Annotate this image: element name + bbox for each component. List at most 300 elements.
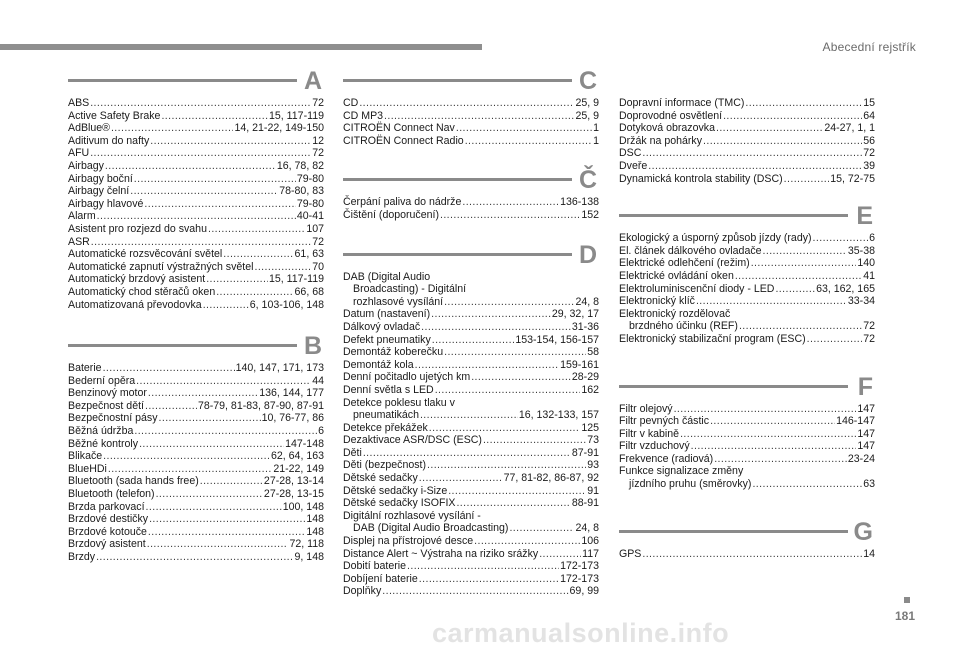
entry-pages: 15	[863, 97, 875, 109]
section-letter: C	[578, 67, 597, 95]
index-entry	[343, 459, 599, 472]
dot-leader	[147, 538, 289, 551]
entry-term: Dětské sedačky	[343, 472, 418, 485]
entry-term: Aditivum do nafty	[68, 134, 150, 147]
entry-term: Alarm	[68, 210, 96, 223]
entry-pages: 56	[863, 134, 875, 147]
index-entry	[68, 551, 324, 564]
entry-term: Distance Alert ~ Výstraha na riziko srážky	[343, 547, 539, 560]
watermark: carmanualsonline.info	[432, 618, 730, 648]
index-entry	[619, 245, 875, 258]
dot-leader	[156, 488, 263, 501]
index-section	[619, 97, 875, 185]
entry-pages: 35-38	[847, 244, 875, 257]
entry-term: Dotyková obrazovka	[619, 122, 715, 135]
entry-pages: 117	[582, 547, 599, 560]
index-entry	[343, 321, 599, 334]
entry-pages: 25, 9	[575, 109, 599, 122]
entry-pages: 79-80	[296, 197, 324, 210]
entry-pages: 72	[312, 235, 324, 248]
entry-pages: 21-22, 149	[273, 462, 324, 475]
index-section	[343, 163, 599, 221]
entry-term: Active Safety Brake	[68, 109, 161, 122]
dot-leader	[421, 321, 571, 334]
entry-term: Detekce překážek	[343, 421, 428, 434]
dot-leader	[456, 122, 592, 135]
index-entry	[68, 400, 324, 413]
entry-pages: 24, 8	[575, 522, 599, 535]
entry-pages: 88-91	[571, 497, 599, 510]
section-letter: F	[857, 372, 873, 401]
entry-term: Bezpečnostní pásy	[68, 412, 158, 425]
dot-leader	[407, 560, 559, 573]
index-entry	[619, 135, 875, 148]
entry-pages: 79-80	[296, 172, 324, 185]
index-entry	[68, 375, 324, 388]
dot-leader	[735, 270, 862, 283]
entry-term: Brzdové destičky	[68, 513, 149, 526]
index-section	[619, 370, 875, 491]
index-entry	[68, 362, 324, 375]
index-entry	[619, 270, 875, 283]
entry-term: Airbagy hlavové	[68, 197, 144, 210]
dot-leader	[509, 522, 574, 535]
dot-leader	[714, 453, 847, 466]
index-entry	[68, 122, 324, 135]
dot-leader	[105, 160, 276, 173]
section-letter: G	[853, 517, 873, 546]
index-entry	[343, 135, 599, 148]
dot-leader	[448, 485, 586, 498]
dot-leader	[146, 501, 282, 514]
dot-leader	[751, 257, 857, 270]
entry-term: ABS	[68, 97, 90, 109]
dot-leader	[813, 232, 869, 245]
entry-pages: 136-138	[560, 196, 599, 209]
entry-term: Dveře	[619, 159, 648, 172]
index-entry	[343, 573, 599, 586]
dot-leader	[254, 261, 311, 274]
index-entry	[619, 308, 875, 321]
entry-pages: 72	[312, 97, 324, 109]
dot-leader	[206, 273, 268, 286]
entry-term: Detekce poklesu tlaku v	[343, 396, 455, 409]
entry-term: Doprovodné osvětlení	[619, 109, 723, 122]
index-entry	[619, 173, 875, 186]
dot-leader	[691, 440, 857, 453]
dot-leader	[134, 173, 296, 186]
dot-leader	[471, 371, 571, 384]
entry-pages: 6, 103-106, 148	[249, 298, 324, 311]
dot-leader	[462, 196, 559, 209]
index-entry	[343, 548, 599, 561]
index-entry	[619, 320, 875, 333]
section-letter: D	[578, 240, 597, 269]
dot-leader	[444, 296, 574, 309]
entry-pages: 64	[863, 109, 875, 122]
index-entry	[619, 257, 875, 270]
entry-term: CD MP3	[343, 109, 384, 122]
index-entry	[343, 371, 599, 384]
index-entry	[68, 110, 324, 123]
entry-pages: 44	[312, 374, 324, 387]
entry-term: jízdního pruhu (směrovky)	[629, 478, 752, 491]
entry-term: CITROËN Connect Nav	[343, 122, 455, 135]
dot-leader	[96, 551, 293, 564]
dot-leader	[703, 135, 862, 148]
index-entry	[343, 409, 599, 422]
dot-leader	[103, 362, 235, 375]
entry-term: Filtr olejový	[619, 402, 673, 415]
entry-pages: 147	[857, 427, 875, 440]
index-entry	[343, 346, 599, 359]
index-entry	[343, 422, 599, 435]
entry-term: Brzdy	[68, 551, 96, 563]
dot-leader	[148, 526, 305, 539]
entry-pages: 140	[857, 257, 875, 270]
section-letter: Č	[578, 166, 597, 195]
entry-pages: 147	[857, 440, 875, 453]
dot-leader	[642, 147, 862, 160]
index-entry	[343, 522, 599, 535]
index-entry	[343, 97, 599, 110]
entry-pages: 147	[857, 402, 875, 415]
index-entry	[343, 434, 599, 447]
entry-term: Držák na pohárky	[619, 134, 703, 147]
page-header-title: Abecední rejstřík	[822, 40, 916, 54]
entry-pages: 93	[587, 459, 599, 472]
index-entry	[68, 198, 324, 211]
dot-leader	[465, 135, 592, 148]
entry-term: Demontáž koberečku	[343, 346, 444, 359]
dot-leader	[435, 384, 581, 397]
index-entry	[68, 412, 324, 425]
index-entry	[68, 160, 324, 173]
section-header	[343, 64, 599, 94]
entry-term: Bluetooth (telefon)	[68, 488, 155, 501]
dot-leader	[419, 573, 559, 586]
dot-leader	[159, 412, 261, 425]
index-entry	[619, 160, 875, 173]
index-entry	[619, 478, 875, 491]
entry-pages: 148	[306, 525, 324, 538]
index-entry	[343, 334, 599, 347]
entry-term: Denní světla s LED	[343, 383, 434, 396]
entry-term: Brzdové kotouče	[68, 525, 147, 538]
dot-leader	[134, 425, 317, 438]
entry-pages: 1	[593, 134, 599, 147]
dot-leader	[208, 223, 305, 236]
entry-pages: 14	[863, 547, 875, 560]
index-entry	[343, 283, 599, 296]
entry-pages: 39	[863, 159, 875, 172]
dot-leader	[429, 422, 581, 435]
entry-pages: 66, 68	[294, 285, 324, 298]
dot-leader	[763, 245, 847, 258]
index-entry	[343, 447, 599, 460]
section-rule	[619, 385, 848, 388]
dot-leader	[200, 475, 263, 488]
entry-term: Automatické zapnutí výstražných světel	[68, 260, 254, 273]
index-section	[343, 238, 599, 598]
entry-pages: 140, 147, 171, 173	[235, 362, 324, 375]
entry-term: CD	[343, 97, 359, 109]
index-entry	[68, 299, 324, 312]
entry-pages: 72	[863, 147, 875, 160]
dot-leader	[148, 387, 258, 400]
entry-term: Dětské sedačky ISOFIX	[343, 497, 456, 510]
index-entry	[68, 210, 324, 223]
dot-leader	[161, 110, 268, 123]
index-entry	[343, 296, 599, 309]
entry-pages: 69, 99	[569, 585, 599, 598]
index-entry	[68, 173, 324, 186]
dot-leader	[710, 415, 835, 428]
dot-leader	[784, 173, 830, 186]
section-rule	[619, 214, 848, 217]
entry-term: Dezaktivace ASR/DSC (ESC)	[343, 434, 482, 447]
entry-term: Filtr vzduchový	[619, 440, 690, 453]
entry-pages: 100, 148	[282, 500, 324, 513]
entry-term: Děti	[343, 446, 362, 459]
index-entry	[619, 232, 875, 245]
index-entry	[343, 308, 599, 321]
entry-pages: 107	[306, 222, 324, 235]
entry-pages: 24, 8	[575, 295, 599, 308]
dot-leader	[745, 97, 862, 110]
dot-leader	[648, 160, 862, 173]
index-section	[343, 64, 599, 147]
entry-term: Bezpečnost dětí	[68, 399, 144, 412]
index-entry	[619, 110, 875, 123]
dot-leader	[474, 535, 580, 548]
entry-pages: 23-24	[847, 452, 875, 465]
entry-term: DSC	[619, 147, 642, 160]
dot-leader	[427, 459, 586, 472]
entry-pages: 29, 32, 17	[551, 308, 599, 321]
dot-leader	[90, 147, 311, 160]
index-entry	[343, 585, 599, 598]
entry-pages: 125	[581, 421, 599, 434]
entry-pages: 77, 81-82, 86-87, 92	[503, 472, 599, 485]
index-entry	[343, 497, 599, 510]
index-entry	[343, 472, 599, 485]
index-entry	[68, 501, 324, 514]
entry-term: Digitální rozhlasové vysílání -	[343, 509, 481, 522]
entry-term: Funkce signalizace změny	[619, 465, 744, 478]
dot-leader	[130, 185, 278, 198]
entry-pages: 147-148	[285, 437, 324, 450]
entry-term: Datum (nastavení)	[343, 308, 431, 321]
entry-pages: 61, 63	[294, 248, 324, 261]
page-marker	[904, 597, 910, 603]
index-column-1	[68, 64, 324, 578]
entry-pages: 27-28, 13-14	[263, 475, 324, 488]
entry-term: Airbagy boční	[68, 172, 133, 185]
dot-leader	[91, 236, 311, 249]
dot-leader	[431, 308, 551, 321]
dot-leader	[415, 359, 559, 372]
index-entry	[68, 261, 324, 274]
dot-leader	[149, 513, 305, 526]
entry-pages: 63	[863, 478, 875, 491]
entry-pages: 72	[312, 147, 324, 160]
index-entry	[619, 428, 875, 441]
index-entry	[68, 526, 324, 539]
entry-pages: 91	[587, 484, 599, 497]
index-entry	[343, 535, 599, 548]
index-entry	[68, 286, 324, 299]
index-entry	[619, 147, 875, 160]
entry-pages: 15, 117-119	[269, 273, 324, 286]
dot-leader	[456, 497, 570, 510]
entry-pages: 27-28, 13-15	[263, 488, 324, 501]
dot-leader	[420, 409, 518, 422]
entry-term: AdBlue®	[68, 122, 110, 135]
entry-term: CITROËN Connect Radio	[343, 134, 464, 147]
index-section	[68, 329, 324, 564]
entry-pages: 153-154, 156-157	[515, 333, 599, 346]
dot-leader	[223, 248, 293, 261]
section-rule	[68, 79, 297, 82]
index-entry	[68, 236, 324, 249]
entry-pages: 62, 64, 163	[270, 450, 324, 463]
entry-pages: 16, 132-133, 157	[518, 409, 599, 422]
index-entry	[343, 485, 599, 498]
entry-term: Čerpání paliva do nádrže	[343, 196, 462, 209]
entry-term: Děti (bezpečnost)	[343, 459, 427, 472]
index-entry	[619, 415, 875, 428]
entry-pages: 159-161	[560, 358, 599, 371]
entry-term: ASR	[68, 235, 90, 248]
index-entry	[343, 209, 599, 222]
entry-term: Bederní opěra	[68, 374, 136, 387]
index-section	[619, 515, 875, 561]
index-entry	[68, 438, 324, 451]
entry-term: AFU	[68, 147, 90, 160]
entry-pages: 172-173	[560, 560, 599, 573]
index-entry	[68, 463, 324, 476]
entry-term: brzdného účinku (REF)	[629, 320, 738, 333]
dot-leader	[539, 548, 581, 561]
index-entry	[68, 185, 324, 198]
entry-term: Brzdový asistent	[68, 538, 146, 551]
entry-term: Baterie	[68, 362, 102, 375]
index-entry	[343, 122, 599, 135]
dot-leader	[674, 403, 857, 416]
page-number: 181	[895, 609, 916, 623]
index-entry	[68, 450, 324, 463]
entry-term: Demontáž kola	[343, 358, 414, 371]
dot-leader	[103, 450, 270, 463]
index-section	[68, 64, 324, 311]
index-entry	[68, 147, 324, 160]
entry-term: DAB (Digital Audio	[343, 270, 431, 283]
section-header	[68, 329, 324, 359]
dot-leader	[807, 333, 863, 346]
entry-term: Ekologický a úsporný způsob jízdy (rady)	[619, 232, 812, 245]
entry-pages: 28-29	[571, 371, 599, 384]
entry-pages: 87-91	[571, 446, 599, 459]
entry-term: Defekt pneumatiky	[343, 333, 431, 346]
entry-term: Filtr pevných částic	[619, 415, 710, 428]
entry-term: Airbagy čelní	[68, 185, 130, 198]
entry-pages: 41	[863, 269, 875, 282]
index-entry	[343, 560, 599, 573]
entry-pages: 63, 162, 165	[816, 282, 875, 295]
index-column-3	[619, 64, 875, 574]
index-entry	[343, 510, 599, 523]
index-entry	[343, 271, 599, 284]
index-entry	[619, 295, 875, 308]
entry-term: Automatický brzdový asistent	[68, 273, 206, 286]
index-entry	[343, 110, 599, 123]
index-entry	[619, 453, 875, 466]
entry-term: Elektrické ovládání oken	[619, 269, 734, 282]
index-entry	[343, 359, 599, 372]
entry-term: Elektronický stabilizační program (ESC)	[619, 332, 806, 345]
dot-leader	[382, 585, 568, 598]
entry-pages: 106	[581, 535, 599, 548]
entry-pages: 146-147	[836, 415, 875, 428]
dot-leader	[144, 198, 296, 211]
entry-term: Elektronický klíč	[619, 295, 695, 308]
entry-term: Elektrické odlehčení (režim)	[619, 257, 750, 270]
dot-leader	[216, 286, 293, 299]
dot-leader	[384, 110, 574, 123]
dot-leader	[696, 295, 847, 308]
section-header	[619, 515, 875, 545]
entry-pages: 25, 9	[575, 97, 599, 109]
dot-leader	[419, 472, 503, 485]
entry-term: Broadcasting) - Digitální	[353, 283, 467, 296]
section-rule	[343, 178, 572, 181]
entry-pages: 78-80, 83	[279, 185, 324, 198]
entry-term: Dobití baterie	[343, 560, 407, 573]
index-entry	[68, 223, 324, 236]
dot-leader	[716, 122, 823, 135]
entry-pages: 24-27, 1, 1	[824, 122, 875, 135]
section-rule	[619, 530, 848, 533]
entry-pages: 10, 76-77, 86	[261, 412, 324, 425]
entry-pages: 9, 148	[294, 551, 324, 563]
section-rule	[343, 253, 572, 256]
dot-leader	[145, 400, 197, 413]
entry-pages: 72, 118	[289, 538, 324, 551]
entry-pages: 12	[312, 134, 324, 147]
index-entry	[68, 97, 324, 110]
index-entry	[619, 548, 875, 561]
entry-term: Bluetooth (sada hands free)	[68, 475, 199, 488]
entry-term: Automatizovaná převodovka	[68, 298, 202, 311]
entry-pages: 33-34	[847, 295, 875, 308]
index-entry	[68, 488, 324, 501]
index-entry	[68, 538, 324, 551]
dot-leader	[97, 210, 296, 223]
entry-term: El. článek dálkového ovladače	[619, 244, 762, 257]
entry-term: Běžné kontroly	[68, 437, 139, 450]
section-letter: A	[303, 67, 322, 95]
entry-pages: 58	[587, 346, 599, 359]
entry-term: BlueHDi	[68, 462, 107, 475]
index-entry	[619, 333, 875, 346]
entry-term: Blikače	[68, 450, 103, 463]
dot-leader	[90, 97, 311, 110]
entry-term: Automatické rozsvěcování světel	[68, 248, 223, 261]
entry-term: Dopravní informace (TMC)	[619, 97, 745, 109]
entry-term: Běžná údržba	[68, 425, 134, 438]
dot-leader	[723, 110, 862, 123]
